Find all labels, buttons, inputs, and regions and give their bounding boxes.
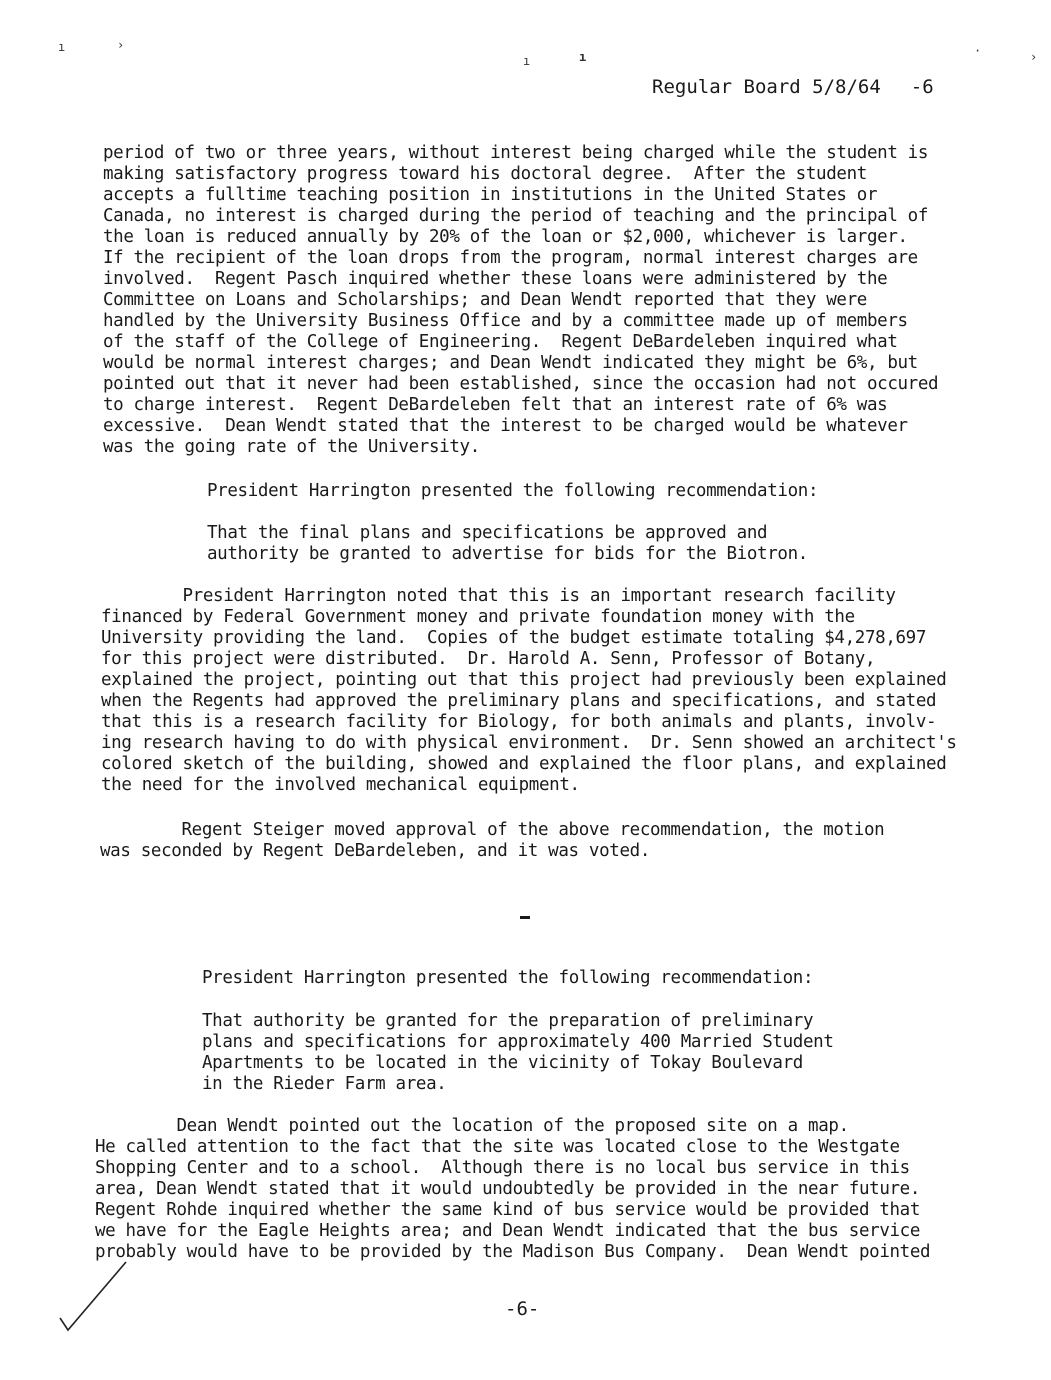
text-line: That the final plans and specifications be approved and <box>207 523 768 543</box>
scan-speck: ı <box>58 40 66 54</box>
recommendation-text-biotron <box>207 523 808 565</box>
text-line: financed by Federal Government money and private foundation money with the <box>101 607 855 627</box>
paragraph-loans <box>103 143 938 458</box>
text-line: period of two or three years, without interest being charged while the student is <box>103 143 929 163</box>
text-line: area, Dean Wendt stated that it would undoubtedly be provided in the near future. <box>95 1179 921 1199</box>
text-line: authority be granted to advertise for bids for the Biotron. <box>207 544 808 564</box>
text-line: Apartments to be located in the vicinity of Tokay Boulevard <box>202 1053 803 1073</box>
text-line: Regent Rohde inquired whether the same kind of bus service would be provided that <box>95 1200 921 1220</box>
text-line: colored sketch of the building, showed and explained the floor plans, and explained <box>101 754 947 774</box>
text-line: That authority be granted for the preparation of preliminary <box>202 1011 814 1031</box>
paragraph-biotron-discussion <box>101 586 957 796</box>
text-line: we have for the Eagle Heights area; and Dean Wendt indicated that the bus service <box>95 1221 921 1241</box>
text-line: making satisfactory progress toward his doctoral degree. After the student <box>103 164 867 184</box>
text-line: pointed out that it never had been established, since the occasion had not occured <box>103 374 939 394</box>
text-line: the need for the involved mechanical equipment. <box>101 775 580 795</box>
text-line: If the recipient of the loan drops from the program, normal interest charges are <box>103 248 918 268</box>
text-line: was the going rate of the University. <box>103 437 480 457</box>
text-line: that this is a research facility for Biology, for both animals and plants, involv- <box>101 712 937 732</box>
scan-speck: ı <box>523 54 531 68</box>
header-title: Regular Board 5/8/64 <box>652 76 881 98</box>
text-line: probably would have to be provided by the Madison Bus Company. Dean Wendt pointed <box>95 1242 931 1262</box>
text-line: of the staff of the College of Engineering. Regent DeBardeleben inquired what <box>103 332 898 352</box>
recommendation-intro-apartments: President Harrington presented the following recommendation: <box>202 968 814 988</box>
text-line: Committee on Loans and Scholarships; and Dean Wendt reported that they were <box>103 290 867 310</box>
text-line: plans and specifications for approximately 400 Married Student <box>202 1032 834 1052</box>
recommendation-intro-biotron: President Harrington presented the following recommendation: <box>207 481 819 501</box>
paragraph-motion-vote <box>100 820 884 862</box>
text-line: to charge interest. Regent DeBardeleben felt that an interest rate of 6% was <box>103 395 888 415</box>
header-page-label: -6 <box>910 76 934 98</box>
text-line: ing research having to do with physical environment. Dr. Senn showed an architect's <box>101 733 957 753</box>
scan-speck: › <box>117 38 125 52</box>
text-line: Regent Steiger moved approval of the above recommendation, the motion <box>100 820 885 840</box>
section-divider <box>520 916 530 919</box>
text-line: University providing the land. Copies of the budget estimate totaling $4,278,697 <box>101 628 927 648</box>
checkmark-annotation-icon <box>56 1260 136 1340</box>
text-line: explained the project, pointing out that this project had previously been explained <box>101 670 947 690</box>
text-line: the loan is reduced annually by 20% of the loan or $2,000, whichever is larger. <box>103 227 908 247</box>
text-line: involved. Regent Pasch inquired whether these loans were administered by the <box>103 269 888 289</box>
text-line: for this project were distributed. Dr. Harold A. Senn, Professor of Botany, <box>101 649 876 669</box>
scan-speck: › <box>1030 50 1038 64</box>
text-line: excessive. Dean Wendt stated that the interest to be charged would be whatever <box>103 416 908 436</box>
text-line: in the Rieder Farm area. <box>202 1074 447 1094</box>
text-line: accepts a fulltime teaching position in institutions in the United States or <box>103 185 878 205</box>
text-line: handled by the University Business Office and by a committee made up of members <box>103 311 908 331</box>
scan-speck: ı <box>579 50 587 64</box>
text-line: Dean Wendt pointed out the location of the proposed site on a map. <box>95 1116 849 1136</box>
page-footer-number: -6- <box>505 1298 540 1320</box>
text-line: would be normal interest charges; and Dean Wendt indicated they might be 6%, but <box>103 353 918 373</box>
recommendation-text-apartments <box>202 1011 834 1095</box>
scan-speck: · <box>974 44 982 58</box>
text-line: when the Regents had approved the preliminary plans and specifications, and stated <box>101 691 937 711</box>
text-line: President Harrington noted that this is an important research facility <box>101 586 896 606</box>
page-header <box>652 76 934 98</box>
text-line: was seconded by Regent DeBardeleben, and it was voted. <box>100 841 651 861</box>
text-line: He called attention to the fact that the site was located close to the Westgate <box>95 1137 900 1157</box>
text-line: Shopping Center and to a school. Although there is no local bus service in this <box>95 1158 910 1178</box>
paragraph-site-discussion <box>95 1116 930 1263</box>
text-line: Canada, no interest is charged during the period of teaching and the principal of <box>103 206 929 226</box>
